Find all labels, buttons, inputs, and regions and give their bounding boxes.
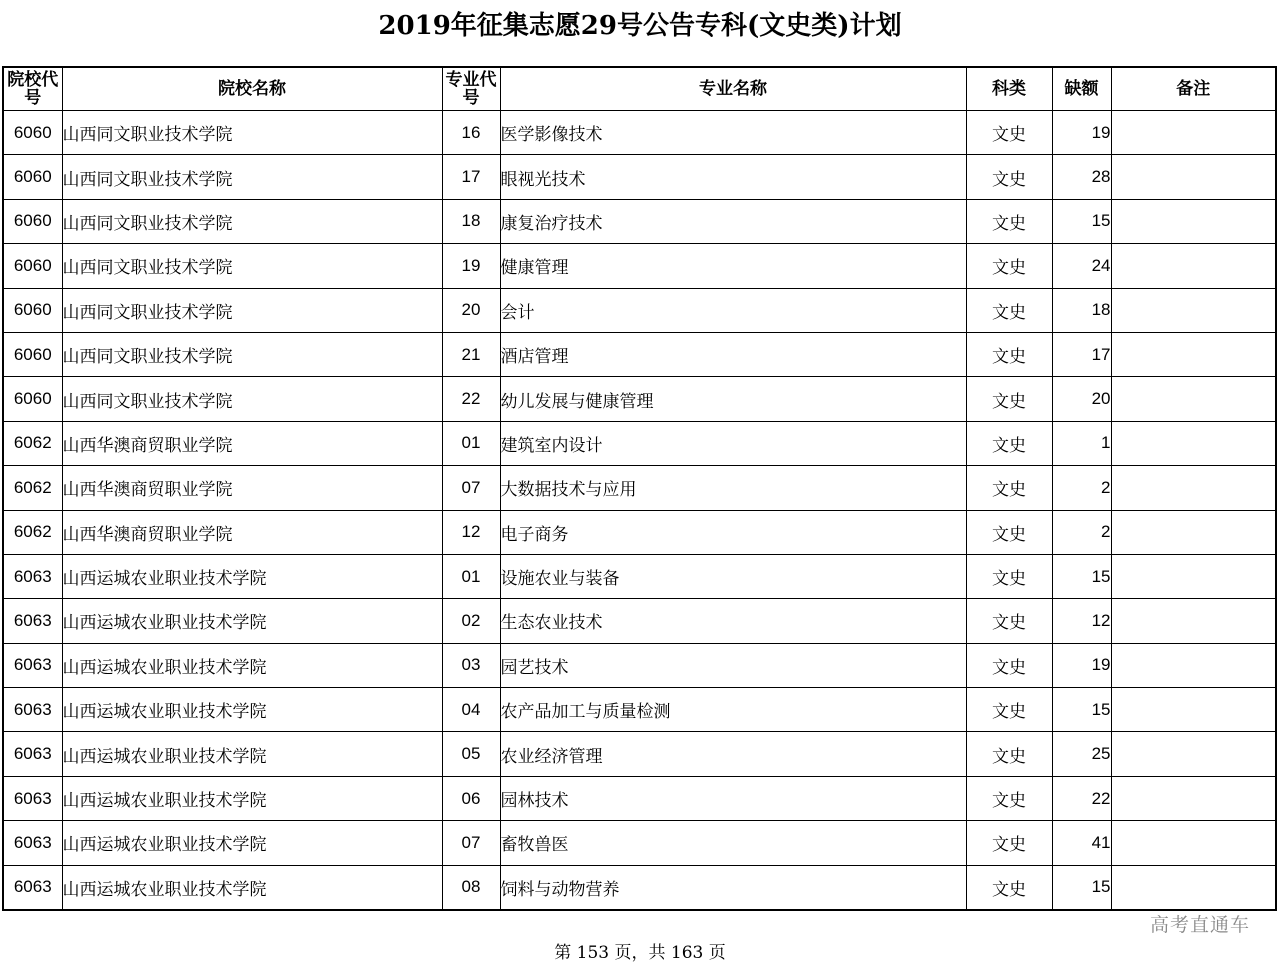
cell-major-name: 设施农业与装备 <box>500 554 966 598</box>
cell-major-name: 园艺技术 <box>500 643 966 687</box>
cell-major-code: 06 <box>442 776 500 820</box>
table-row <box>3 776 1276 820</box>
table-row <box>3 510 1276 554</box>
cell-note <box>1111 821 1276 865</box>
cell-quota: 19 <box>1052 111 1111 155</box>
cell-school-name: 山西同文职业技术学院 <box>62 199 442 243</box>
table-row <box>3 688 1276 732</box>
cell-major-name: 眼视光技术 <box>500 155 966 199</box>
cell-quota: 1 <box>1052 421 1111 465</box>
cell-category: 文史 <box>966 554 1052 598</box>
cell-school-name: 山西华澳商贸职业学院 <box>62 466 442 510</box>
cell-school-code: 6060 <box>3 332 62 376</box>
watermark-text: 高考直通车 <box>1149 914 1250 936</box>
table-row <box>3 466 1276 510</box>
table-row <box>3 377 1276 421</box>
cell-note <box>1111 244 1276 288</box>
cell-category: 文史 <box>966 377 1052 421</box>
cell-note <box>1111 732 1276 776</box>
plan-table <box>2 66 1277 911</box>
cell-note <box>1111 111 1276 155</box>
cell-quota: 22 <box>1052 776 1111 820</box>
cell-school-code: 6060 <box>3 155 62 199</box>
header-quota: 缺额 <box>1052 67 1111 111</box>
cell-school-code: 6060 <box>3 111 62 155</box>
cell-category: 文史 <box>966 111 1052 155</box>
cell-quota: 17 <box>1052 332 1111 376</box>
cell-note <box>1111 377 1276 421</box>
table-row <box>3 111 1276 155</box>
cell-quota: 12 <box>1052 599 1111 643</box>
cell-major-code: 07 <box>442 821 500 865</box>
cell-school-code: 6063 <box>3 688 62 732</box>
header-category: 科类 <box>966 67 1052 111</box>
cell-quota: 2 <box>1052 466 1111 510</box>
cell-major-code: 08 <box>442 865 500 910</box>
cell-quota: 15 <box>1052 199 1111 243</box>
table-row <box>3 865 1276 910</box>
cell-school-name: 山西运城农业职业技术学院 <box>62 688 442 732</box>
cell-school-name: 山西运城农业职业技术学院 <box>62 776 442 820</box>
header-major-name: 专业名称 <box>500 67 966 111</box>
table-row <box>3 244 1276 288</box>
cell-major-name: 生态农业技术 <box>500 599 966 643</box>
cell-major-code: 21 <box>442 332 500 376</box>
cell-major-name: 健康管理 <box>500 244 966 288</box>
cell-school-code: 6063 <box>3 865 62 910</box>
cell-note <box>1111 554 1276 598</box>
page-title: 2019年征集志愿29号公告专科(文史类)计划 <box>378 11 902 41</box>
cell-category: 文史 <box>966 510 1052 554</box>
cell-major-code: 04 <box>442 688 500 732</box>
table-row <box>3 199 1276 243</box>
cell-quota: 2 <box>1052 510 1111 554</box>
cell-school-code: 6063 <box>3 599 62 643</box>
cell-school-code: 6060 <box>3 244 62 288</box>
cell-quota: 15 <box>1052 554 1111 598</box>
cell-note <box>1111 332 1276 376</box>
table-row <box>3 643 1276 687</box>
cell-school-code: 6060 <box>3 288 62 332</box>
cell-major-code: 05 <box>442 732 500 776</box>
cell-note <box>1111 865 1276 910</box>
table-body <box>3 111 1276 911</box>
cell-major-name: 大数据技术与应用 <box>500 466 966 510</box>
cell-category: 文史 <box>966 244 1052 288</box>
cell-quota: 25 <box>1052 732 1111 776</box>
cell-major-code: 07 <box>442 466 500 510</box>
cell-category: 文史 <box>966 643 1052 687</box>
cell-category: 文史 <box>966 776 1052 820</box>
cell-quota: 20 <box>1052 377 1111 421</box>
header-major-code: 专业代号 <box>442 67 500 111</box>
table-row <box>3 421 1276 465</box>
cell-major-code: 01 <box>442 554 500 598</box>
cell-major-code: 18 <box>442 199 500 243</box>
cell-school-code: 6062 <box>3 466 62 510</box>
cell-school-code: 6060 <box>3 377 62 421</box>
cell-school-name: 山西同文职业技术学院 <box>62 244 442 288</box>
cell-major-code: 22 <box>442 377 500 421</box>
cell-category: 文史 <box>966 732 1052 776</box>
cell-note <box>1111 421 1276 465</box>
cell-note <box>1111 688 1276 732</box>
cell-major-name: 园林技术 <box>500 776 966 820</box>
cell-note <box>1111 155 1276 199</box>
table-row <box>3 288 1276 332</box>
cell-category: 文史 <box>966 688 1052 732</box>
cell-major-code: 12 <box>442 510 500 554</box>
cell-major-name: 会计 <box>500 288 966 332</box>
cell-school-code: 6060 <box>3 199 62 243</box>
cell-school-name: 山西运城农业职业技术学院 <box>62 865 442 910</box>
table-row <box>3 732 1276 776</box>
cell-note <box>1111 199 1276 243</box>
cell-category: 文史 <box>966 599 1052 643</box>
cell-major-name: 康复治疗技术 <box>500 199 966 243</box>
cell-major-name: 幼儿发展与健康管理 <box>500 377 966 421</box>
table-row <box>3 332 1276 376</box>
cell-quota: 18 <box>1052 288 1111 332</box>
cell-school-code: 6063 <box>3 776 62 820</box>
cell-school-name: 山西运城农业职业技术学院 <box>62 821 442 865</box>
header-note: 备注 <box>1111 67 1276 111</box>
page-footer: 第 153 页，共 163 页 <box>554 943 726 963</box>
cell-major-code: 02 <box>442 599 500 643</box>
cell-major-code: 16 <box>442 111 500 155</box>
cell-major-code: 03 <box>442 643 500 687</box>
cell-quota: 19 <box>1052 643 1111 687</box>
cell-school-code: 6063 <box>3 821 62 865</box>
cell-category: 文史 <box>966 288 1052 332</box>
cell-school-code: 6063 <box>3 554 62 598</box>
cell-major-name: 农业经济管理 <box>500 732 966 776</box>
table-row <box>3 821 1276 865</box>
header-school-name: 院校名称 <box>62 67 442 111</box>
cell-school-code: 6062 <box>3 421 62 465</box>
cell-school-name: 山西同文职业技术学院 <box>62 111 442 155</box>
cell-category: 文史 <box>966 332 1052 376</box>
cell-major-name: 饲料与动物营养 <box>500 865 966 910</box>
cell-school-code: 6063 <box>3 643 62 687</box>
cell-quota: 15 <box>1052 865 1111 910</box>
cell-major-code: 20 <box>442 288 500 332</box>
cell-note <box>1111 643 1276 687</box>
header-school-code: 院校代号 <box>3 67 62 111</box>
cell-school-name: 山西华澳商贸职业学院 <box>62 421 442 465</box>
cell-category: 文史 <box>966 821 1052 865</box>
cell-school-code: 6062 <box>3 510 62 554</box>
cell-quota: 15 <box>1052 688 1111 732</box>
cell-note <box>1111 466 1276 510</box>
cell-category: 文史 <box>966 421 1052 465</box>
cell-quota: 24 <box>1052 244 1111 288</box>
cell-school-name: 山西运城农业职业技术学院 <box>62 643 442 687</box>
table-row <box>3 155 1276 199</box>
cell-category: 文史 <box>966 865 1052 910</box>
cell-major-code: 19 <box>442 244 500 288</box>
cell-school-name: 山西同文职业技术学院 <box>62 377 442 421</box>
cell-school-name: 山西华澳商贸职业学院 <box>62 510 442 554</box>
cell-school-name: 山西同文职业技术学院 <box>62 288 442 332</box>
cell-quota: 28 <box>1052 155 1111 199</box>
cell-school-name: 山西运城农业职业技术学院 <box>62 554 442 598</box>
cell-note <box>1111 510 1276 554</box>
cell-major-name: 电子商务 <box>500 510 966 554</box>
cell-category: 文史 <box>966 199 1052 243</box>
cell-school-name: 山西同文职业技术学院 <box>62 155 442 199</box>
cell-school-code: 6063 <box>3 732 62 776</box>
cell-note <box>1111 599 1276 643</box>
table-row <box>3 554 1276 598</box>
cell-major-name: 建筑室内设计 <box>500 421 966 465</box>
table-row <box>3 599 1276 643</box>
cell-major-name: 畜牧兽医 <box>500 821 966 865</box>
cell-major-name: 农产品加工与质量检测 <box>500 688 966 732</box>
cell-school-name: 山西同文职业技术学院 <box>62 332 442 376</box>
cell-quota: 41 <box>1052 821 1111 865</box>
cell-category: 文史 <box>966 466 1052 510</box>
cell-major-name: 酒店管理 <box>500 332 966 376</box>
cell-school-name: 山西运城农业职业技术学院 <box>62 599 442 643</box>
cell-major-name: 医学影像技术 <box>500 111 966 155</box>
table-header-row <box>3 67 1276 111</box>
cell-note <box>1111 776 1276 820</box>
cell-category: 文史 <box>966 155 1052 199</box>
cell-major-code: 01 <box>442 421 500 465</box>
cell-school-name: 山西运城农业职业技术学院 <box>62 732 442 776</box>
cell-note <box>1111 288 1276 332</box>
cell-major-code: 17 <box>442 155 500 199</box>
